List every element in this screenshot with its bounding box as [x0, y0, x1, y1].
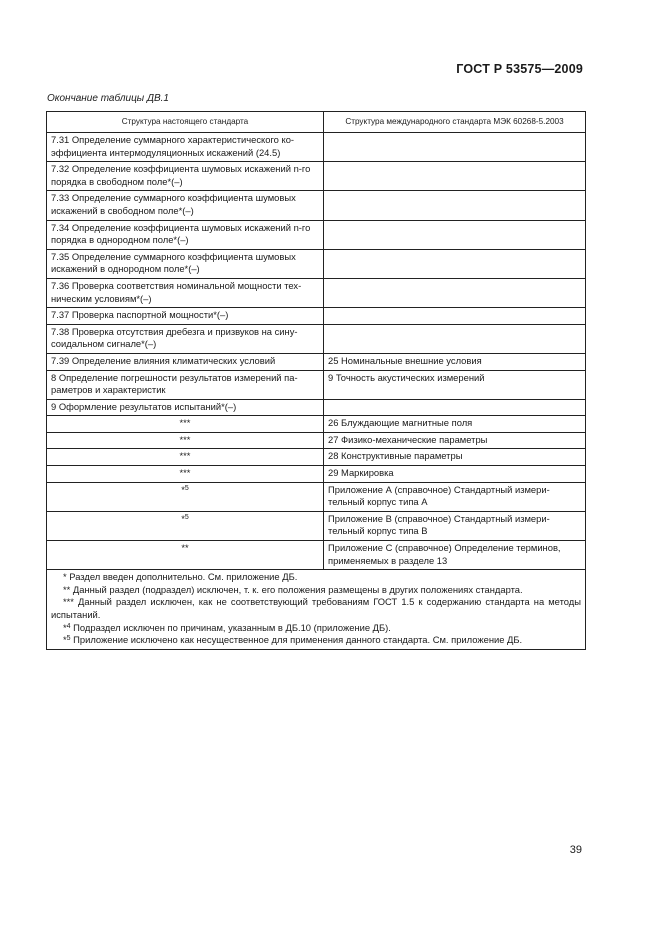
- table-row: [47, 133, 586, 162]
- row-left-cell: ***: [47, 432, 324, 449]
- row-right-cell: 28 Конструктивные параметры: [324, 449, 586, 466]
- column-header-right: Структура международного стандарта МЭК 60268-5.2003: [324, 112, 586, 133]
- comparison-table: [46, 111, 586, 650]
- row-left-cell: 7.37 Проверка паспортной мощности*(–): [47, 308, 324, 325]
- row-right-cell: [324, 308, 586, 325]
- row-left-cell: ***: [47, 416, 324, 433]
- row-left-cell: 7.39 Определение влияния климатических условий: [47, 353, 324, 370]
- footnote-mark: *: [181, 483, 185, 495]
- row-right-cell: [324, 191, 586, 220]
- table-row: [47, 399, 586, 416]
- row-left-cell: 7.34 Определение коэффициента шумовых искажений n-го порядка в однородном поле*(–): [47, 220, 324, 249]
- row-right-cell: 29 Маркировка: [324, 466, 586, 483]
- row-right-cell: [324, 162, 586, 191]
- row-right-cell: [324, 278, 586, 307]
- page-number: 39: [569, 844, 582, 856]
- row-left-cell: [47, 511, 324, 540]
- footnote-3: *** Данный раздел исключен, как не соответствующий требованиям ГОСТ 1.5 к содержанию стандарта на методы испытаний.: [51, 596, 581, 620]
- table-header-row: [47, 112, 586, 133]
- row-left-cell: 7.36 Проверка соответствия номинальной мощности тех-ническим условиям*(–): [47, 278, 324, 307]
- table-row: [47, 162, 586, 191]
- row-right-cell: 25 Номинальные внешние условия: [324, 353, 586, 370]
- row-right-cell: [324, 324, 586, 353]
- document-code: ГОСТ Р 53575—2009: [456, 62, 583, 76]
- footnote-1: * Раздел введен дополнительно. См. приложение ДБ.: [63, 571, 298, 583]
- row-left-cell: ***: [47, 466, 324, 483]
- table-row: [47, 511, 586, 540]
- table-row: [47, 482, 586, 511]
- table-row: [47, 432, 586, 449]
- table-row: [47, 278, 586, 307]
- row-left-cell: 7.32 Определение коэффициента шумовых искажений n-го порядка в свободном поле*(–): [47, 162, 324, 191]
- row-right-cell: [324, 249, 586, 278]
- row-left-cell: 7.38 Проверка отсутствия дребезга и призвуков на сину-соидальном сигнале*(–): [47, 324, 324, 353]
- table-row: [47, 191, 586, 220]
- footnotes-cell: [47, 570, 586, 650]
- row-left-cell: 7.33 Определение суммарного коэффициента шумовых искажений в свободном поле*(–): [47, 191, 324, 220]
- footnote-4: [51, 622, 581, 635]
- footnote-superscript: 5: [184, 484, 189, 492]
- row-right-cell: [324, 133, 586, 162]
- footnotes-row: [47, 570, 586, 650]
- table-row: [47, 449, 586, 466]
- footnote-5: [51, 634, 581, 647]
- table-row: [47, 249, 586, 278]
- column-header-left: Структура настоящего стандарта: [47, 112, 324, 133]
- footnote-mark: *: [181, 512, 185, 524]
- table-row: [47, 370, 586, 399]
- table-row: [47, 541, 586, 570]
- row-left-cell: 8 Определение погрешности результатов измерений па-раметров и характеристик: [47, 370, 324, 399]
- table-row: [47, 308, 586, 325]
- table-row: [47, 220, 586, 249]
- row-left-cell: 7.31 Определение суммарного характеристического ко-эффициента интермодуляционных искажений (24.5): [47, 133, 324, 162]
- table-caption: Окончание таблицы ДВ.1: [47, 93, 169, 104]
- footnote-4-text: Подраздел исключен по причинам, указанным в ДБ.10 (приложение ДБ).: [70, 621, 391, 633]
- table-row: [47, 353, 586, 370]
- row-left-cell: 9 Оформление результатов испытаний*(–): [47, 399, 324, 416]
- row-right-cell: Приложение С (справочное) Определение терминов, применяемых в разделе 13: [324, 541, 586, 570]
- footnote-4-mark: *: [63, 621, 67, 633]
- row-right-cell: 9 Точность акустических измерений: [324, 370, 586, 399]
- table-row: [47, 416, 586, 433]
- footnote-5-superscript: 5: [66, 635, 71, 643]
- row-left-cell: ***: [47, 449, 324, 466]
- footnote-4-superscript: 4: [66, 622, 71, 630]
- table-row: [47, 324, 586, 353]
- row-right-cell: 27 Физико-механические параметры: [324, 432, 586, 449]
- row-right-cell: Приложение А (справочное) Стандартный измери-тельный корпус типа А: [324, 482, 586, 511]
- footnote-5-text: Приложение исключено как несущественное для применения данного стандарта. См. приложение ДБ.: [70, 634, 523, 646]
- row-right-cell: [324, 399, 586, 416]
- row-left-cell: **: [47, 541, 324, 570]
- row-right-cell: Приложение В (справочное) Стандартный измери-тельный корпус типа В: [324, 511, 586, 540]
- row-left-cell: 7.35 Определение суммарного коэффициента шумовых искажений в однородном поле*(–): [47, 249, 324, 278]
- footnote-2: ** Данный раздел (подраздел) исключен, т. к. его положения размещены в других положениях стандарта.: [63, 583, 523, 595]
- table-row: [47, 466, 586, 483]
- footnote-5-mark: *: [63, 634, 67, 646]
- footnote-superscript: 5: [184, 513, 189, 521]
- row-right-cell: [324, 220, 586, 249]
- row-right-cell: 26 Блуждающие магнитные поля: [324, 416, 586, 433]
- row-left-cell: [47, 482, 324, 511]
